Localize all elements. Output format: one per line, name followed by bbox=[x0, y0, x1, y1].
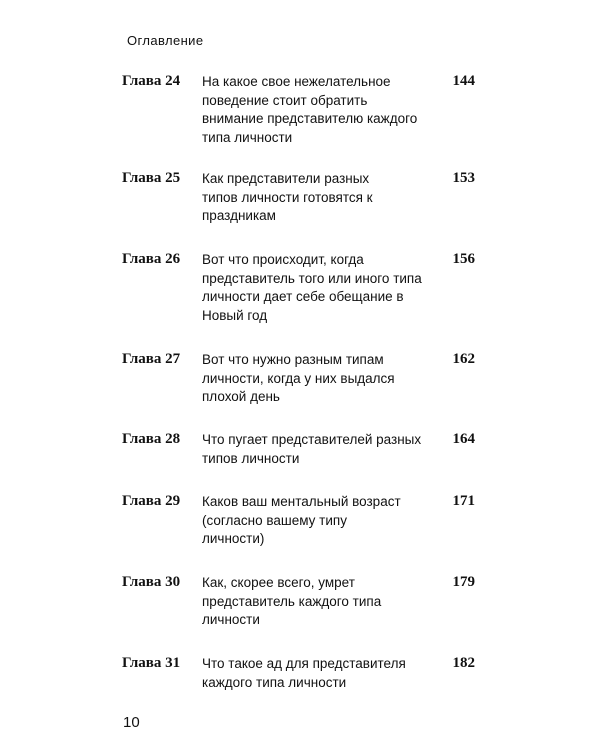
chapter-title: Вот что нужно разным типам личности, когда у них выдался плохой день bbox=[202, 352, 395, 404]
chapter-page-number: 179 bbox=[452, 574, 475, 590]
chapter-page-number: 182 bbox=[452, 655, 475, 671]
chapter-title: Как представители разных типов личности готовятся к праздникам bbox=[202, 171, 373, 223]
chapter-label: Глава 31 bbox=[122, 655, 181, 671]
chapter-label: Глава 24 bbox=[122, 73, 181, 89]
chapter-label: Глава 25 bbox=[122, 170, 181, 186]
chapter-page-number: 153 bbox=[452, 170, 475, 186]
chapter-label: Глава 28 bbox=[122, 431, 181, 447]
chapter-label: Глава 29 bbox=[122, 493, 181, 509]
chapter-page-number: 171 bbox=[452, 493, 475, 509]
chapter-label: Глава 27 bbox=[122, 351, 181, 367]
chapter-title: Что такое ад для представителя каждого типа личности bbox=[202, 656, 406, 690]
chapter-title: Как, скорее всего, умрет представитель каждого типа личности bbox=[202, 575, 382, 627]
chapter-label: Глава 26 bbox=[122, 251, 181, 267]
chapter-page-number: 164 bbox=[452, 431, 475, 447]
chapter-title: На какое свое нежелательное поведение стоит обратить внимание представителю каждого типа личности bbox=[202, 74, 418, 145]
chapter-title: Вот что происходит, когда представитель того или иного типа личности дает себе обещание в Новый год bbox=[202, 252, 422, 323]
page-folio-number: 10 bbox=[123, 714, 140, 731]
running-header: Оглавление bbox=[127, 33, 204, 48]
chapter-title: Каков ваш ментальный возраст (согласно вашему типу личности) bbox=[202, 494, 401, 546]
chapter-title: Что пугает представителей разных типов личности bbox=[202, 432, 422, 466]
chapter-page-number: 156 bbox=[452, 251, 475, 267]
chapter-label: Глава 30 bbox=[122, 574, 181, 590]
chapter-page-number: 144 bbox=[452, 73, 475, 89]
chapter-page-number: 162 bbox=[452, 351, 475, 367]
